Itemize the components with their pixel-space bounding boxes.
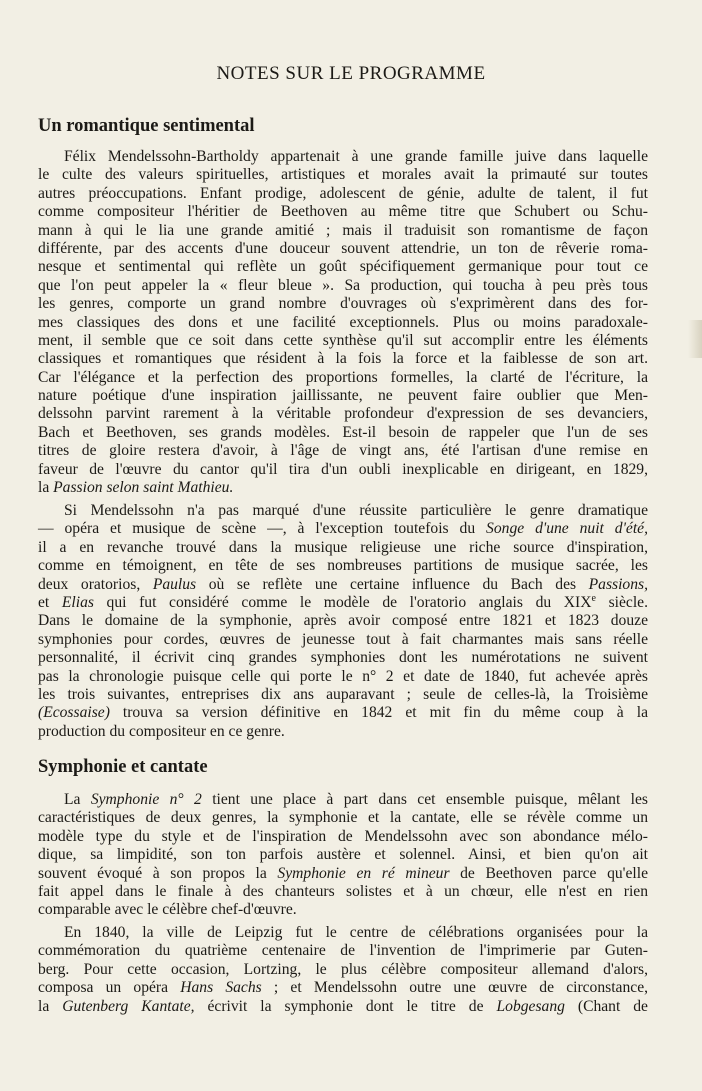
italic-text: Passion selon saint Mathieu. bbox=[53, 479, 234, 497]
text-line bbox=[38, 846, 648, 864]
text-run: nesque et sentimental qui reflète un goût spécifiquement germanique pour tout ce bbox=[38, 258, 648, 276]
text-run: pas la chronologie puisque celle qui porte le n° 2 et date de 1840, fut achevée après bbox=[38, 667, 648, 685]
text-run: Si Mendelssohn n'a pas marqué d'une réussite particulière le genre dramatique bbox=[64, 502, 648, 519]
text-run: Bach et Beethoven, ses grands modèles. Est-il besoin de rappeler que l'un de ses bbox=[38, 423, 648, 441]
text-run: Félix Mendelssohn-Bartholdy appartenait à une grande famille juive dans laquelle bbox=[64, 148, 648, 165]
text-line bbox=[38, 594, 648, 612]
text-line bbox=[38, 387, 648, 405]
text-run: La bbox=[64, 791, 91, 808]
text-run: delssohn parvint rarement à la véritable profondeur d'expression de ses devanciers, bbox=[38, 405, 648, 423]
text-line bbox=[38, 166, 648, 184]
text-line bbox=[38, 704, 648, 722]
text-run: que l'on peut appeler la « fleur bleue ». Sa production, qui toucha à peu près tous bbox=[38, 276, 648, 294]
text-run: modèle type du style et de l'inspiration de Mendelssohn avec son abondance mélo- bbox=[38, 827, 648, 845]
text-line bbox=[38, 314, 648, 332]
text-line bbox=[38, 350, 648, 368]
text-run: qui fut considéré comme le modèle de l'oratorio anglais du XIX bbox=[93, 593, 592, 611]
italic-text: Gutenberg Kantate, bbox=[62, 997, 195, 1015]
section-heading: Symphonie et cantate bbox=[38, 757, 208, 777]
text-run: Dans le domaine de la symphonie, après avoir composé entre 1821 et 1823 douze bbox=[38, 612, 648, 630]
italic-text: Passions, bbox=[588, 575, 648, 593]
text-run: personnalité, il écrivit cinq grandes symphonies dont les numérotations ne suivent bbox=[38, 649, 648, 667]
text-run: souvent évoqué à son propos la bbox=[38, 864, 278, 882]
text-line bbox=[38, 557, 648, 575]
text-line bbox=[38, 479, 648, 497]
text-line bbox=[38, 442, 648, 460]
text-run: comme compositeur l'héritier de Beethoven au même titre que Schubert ou Schu- bbox=[38, 203, 648, 221]
text-line bbox=[38, 424, 648, 442]
text-run: berg. Pour cette occasion, Lortzing, le plus célèbre compositeur allemand d'alors, bbox=[38, 960, 648, 978]
text-run: mann à qui le lia une grande amitié ; mais il traduisit son romantisme de façon bbox=[38, 221, 648, 239]
text-line bbox=[38, 258, 648, 276]
text-run: fait appel dans le finale à des chanteurs solistes et à un chœur, elle n'est en rien bbox=[38, 882, 648, 900]
text-line bbox=[38, 369, 648, 387]
text-run: où se reflète une certaine influence du Bach des bbox=[196, 575, 589, 593]
text-run: Car l'élégance et la perfection des proportions formelles, la clarté de l'écriture, la bbox=[38, 368, 648, 386]
text-run: le culte des valeurs spirituelles, artistiques et morales avait la primauté sur toutes bbox=[38, 166, 648, 184]
text-line bbox=[38, 998, 648, 1016]
text-line bbox=[38, 332, 648, 350]
text-run: En 1840, la ville de Leipzig fut le centre de célébrations organisées pour la bbox=[64, 924, 648, 941]
text-run: titres de gloire restera d'avoir, à l'âge de vingt ans, été l'artisan d'une remise en bbox=[38, 442, 648, 460]
text-run: ment, il semble que ce soit dans cette synthèse qu'il sut accomplir entre les éléments bbox=[38, 331, 648, 349]
superscript-text: e bbox=[591, 592, 596, 604]
paragraph bbox=[38, 502, 648, 741]
text-run: caractéristiques de deux genres, la symphonie et la cantate, elle se révèle comme un bbox=[38, 809, 648, 827]
text-run: classiques et romantiques que résident à la fois la force et la faiblesse de son art. bbox=[38, 350, 648, 368]
text-line bbox=[38, 828, 648, 846]
text-run: autres préoccupations. Enfant prodige, adolescent de génie, adulte de talent, il fut bbox=[38, 184, 648, 202]
italic-text: Lobgesang bbox=[496, 997, 565, 1015]
page-title: NOTES SUR LE PROGRAMME bbox=[216, 63, 486, 84]
text-run: — opéra et musique de scène —, à l'exception toutefois du bbox=[38, 520, 487, 538]
text-line bbox=[38, 686, 648, 704]
text-run: symphonies pour cordes, œuvres de jeunesse tout à fait charmantes mais sans réelle bbox=[38, 630, 648, 648]
text-run: deux oratorios, bbox=[38, 575, 153, 593]
text-run: les trois suivantes, entreprises dix ans auparavant ; seule de celles-là, la Troisième bbox=[38, 685, 648, 703]
text-run: nature poétique d'une inspiration jaillissante, ne peuvent faire oublier que Men- bbox=[38, 387, 648, 405]
text-line bbox=[38, 240, 648, 258]
text-run: (Chant de bbox=[564, 997, 648, 1015]
text-line bbox=[38, 668, 648, 686]
text-run: écrivit la symphonie dont le titre de bbox=[194, 997, 497, 1015]
text-line bbox=[38, 901, 648, 919]
italic-text: Paulus bbox=[152, 575, 197, 593]
text-run: comme en témoignent, en tête de ses nombreuses partitions de musique sacrée, les bbox=[38, 557, 648, 575]
text-line bbox=[38, 502, 648, 520]
italic-text: Hans Sachs bbox=[180, 979, 262, 997]
text-line bbox=[38, 631, 648, 649]
italic-text: Songe d'une nuit d'été, bbox=[486, 520, 649, 538]
italic-text: (Ecossaise) bbox=[38, 704, 110, 722]
text-run: la bbox=[38, 479, 54, 497]
text-line bbox=[38, 649, 648, 667]
text-line bbox=[38, 723, 648, 741]
italic-text: Elias bbox=[61, 593, 94, 611]
section-heading: Un romantique sentimental bbox=[38, 116, 255, 136]
text-run: commémoration du quatrième centenaire de l'invention de l'imprimerie par Guten- bbox=[38, 942, 648, 960]
text-line bbox=[38, 576, 648, 594]
text-run: siècle. bbox=[595, 593, 648, 611]
text-line bbox=[38, 277, 648, 295]
text-run: les genres, comporte un grand nombre d'ouvrages où s'exprimèrent dans des for- bbox=[38, 295, 648, 313]
text-line bbox=[38, 809, 648, 827]
text-line bbox=[38, 295, 648, 313]
text-line bbox=[38, 791, 648, 809]
text-run: la bbox=[38, 997, 63, 1015]
text-run: faveur de l'œuvre du cantor qu'il tira d'un oubli inexplicable en dirigeant, en 1829, bbox=[38, 460, 648, 478]
text-line bbox=[38, 405, 648, 423]
text-run: ; et Mendelssohn outre une œuvre de circonstance, bbox=[261, 979, 649, 997]
text-run: il a en revanche trouvé dans la musique religieuse une riche source d'inspiration, bbox=[38, 538, 648, 556]
text-line bbox=[38, 185, 648, 203]
text-run: différente, par des accents d'une douceur souvent attendrie, un ton de rêverie roma- bbox=[38, 239, 648, 257]
text-line bbox=[38, 865, 648, 883]
text-line bbox=[38, 883, 648, 901]
text-line bbox=[38, 539, 648, 557]
text-line bbox=[38, 979, 648, 997]
text-run: comparable avec le célèbre chef-d'œuvre. bbox=[38, 901, 297, 919]
text-line bbox=[38, 942, 648, 960]
paragraph bbox=[38, 148, 648, 497]
text-run: dique, sa limpidité, son ton parfois austère et solennel. Ainsi, et bien qu'on ait bbox=[38, 846, 648, 864]
text-line bbox=[38, 924, 648, 942]
text-run: production du compositeur en ce genre. bbox=[38, 722, 285, 740]
text-run: de Beethoven parce qu'elle bbox=[449, 864, 648, 882]
italic-text: Symphonie n° 2 bbox=[90, 791, 202, 808]
text-line bbox=[38, 461, 648, 479]
text-run: trouva sa version définitive en 1842 et mit fin du même coup à la bbox=[109, 704, 648, 722]
text-run: composa un opéra bbox=[38, 979, 181, 997]
text-line bbox=[38, 520, 648, 538]
text-line bbox=[38, 203, 648, 221]
page-edge-shadow bbox=[688, 320, 702, 358]
paragraph bbox=[38, 924, 648, 1016]
text-line bbox=[38, 222, 648, 240]
text-line bbox=[38, 961, 648, 979]
text-run: et bbox=[38, 593, 62, 611]
italic-text: Symphonie en ré mineur bbox=[277, 864, 450, 882]
text-run: tient une place à part dans cet ensemble puisque, mêlant les bbox=[201, 791, 648, 808]
paragraph bbox=[38, 791, 648, 920]
text-line bbox=[38, 148, 648, 166]
text-line bbox=[38, 612, 648, 630]
text-run: mes classiques des dons et une facilité exceptionnels. Plus ou moins paradoxale- bbox=[38, 313, 648, 331]
